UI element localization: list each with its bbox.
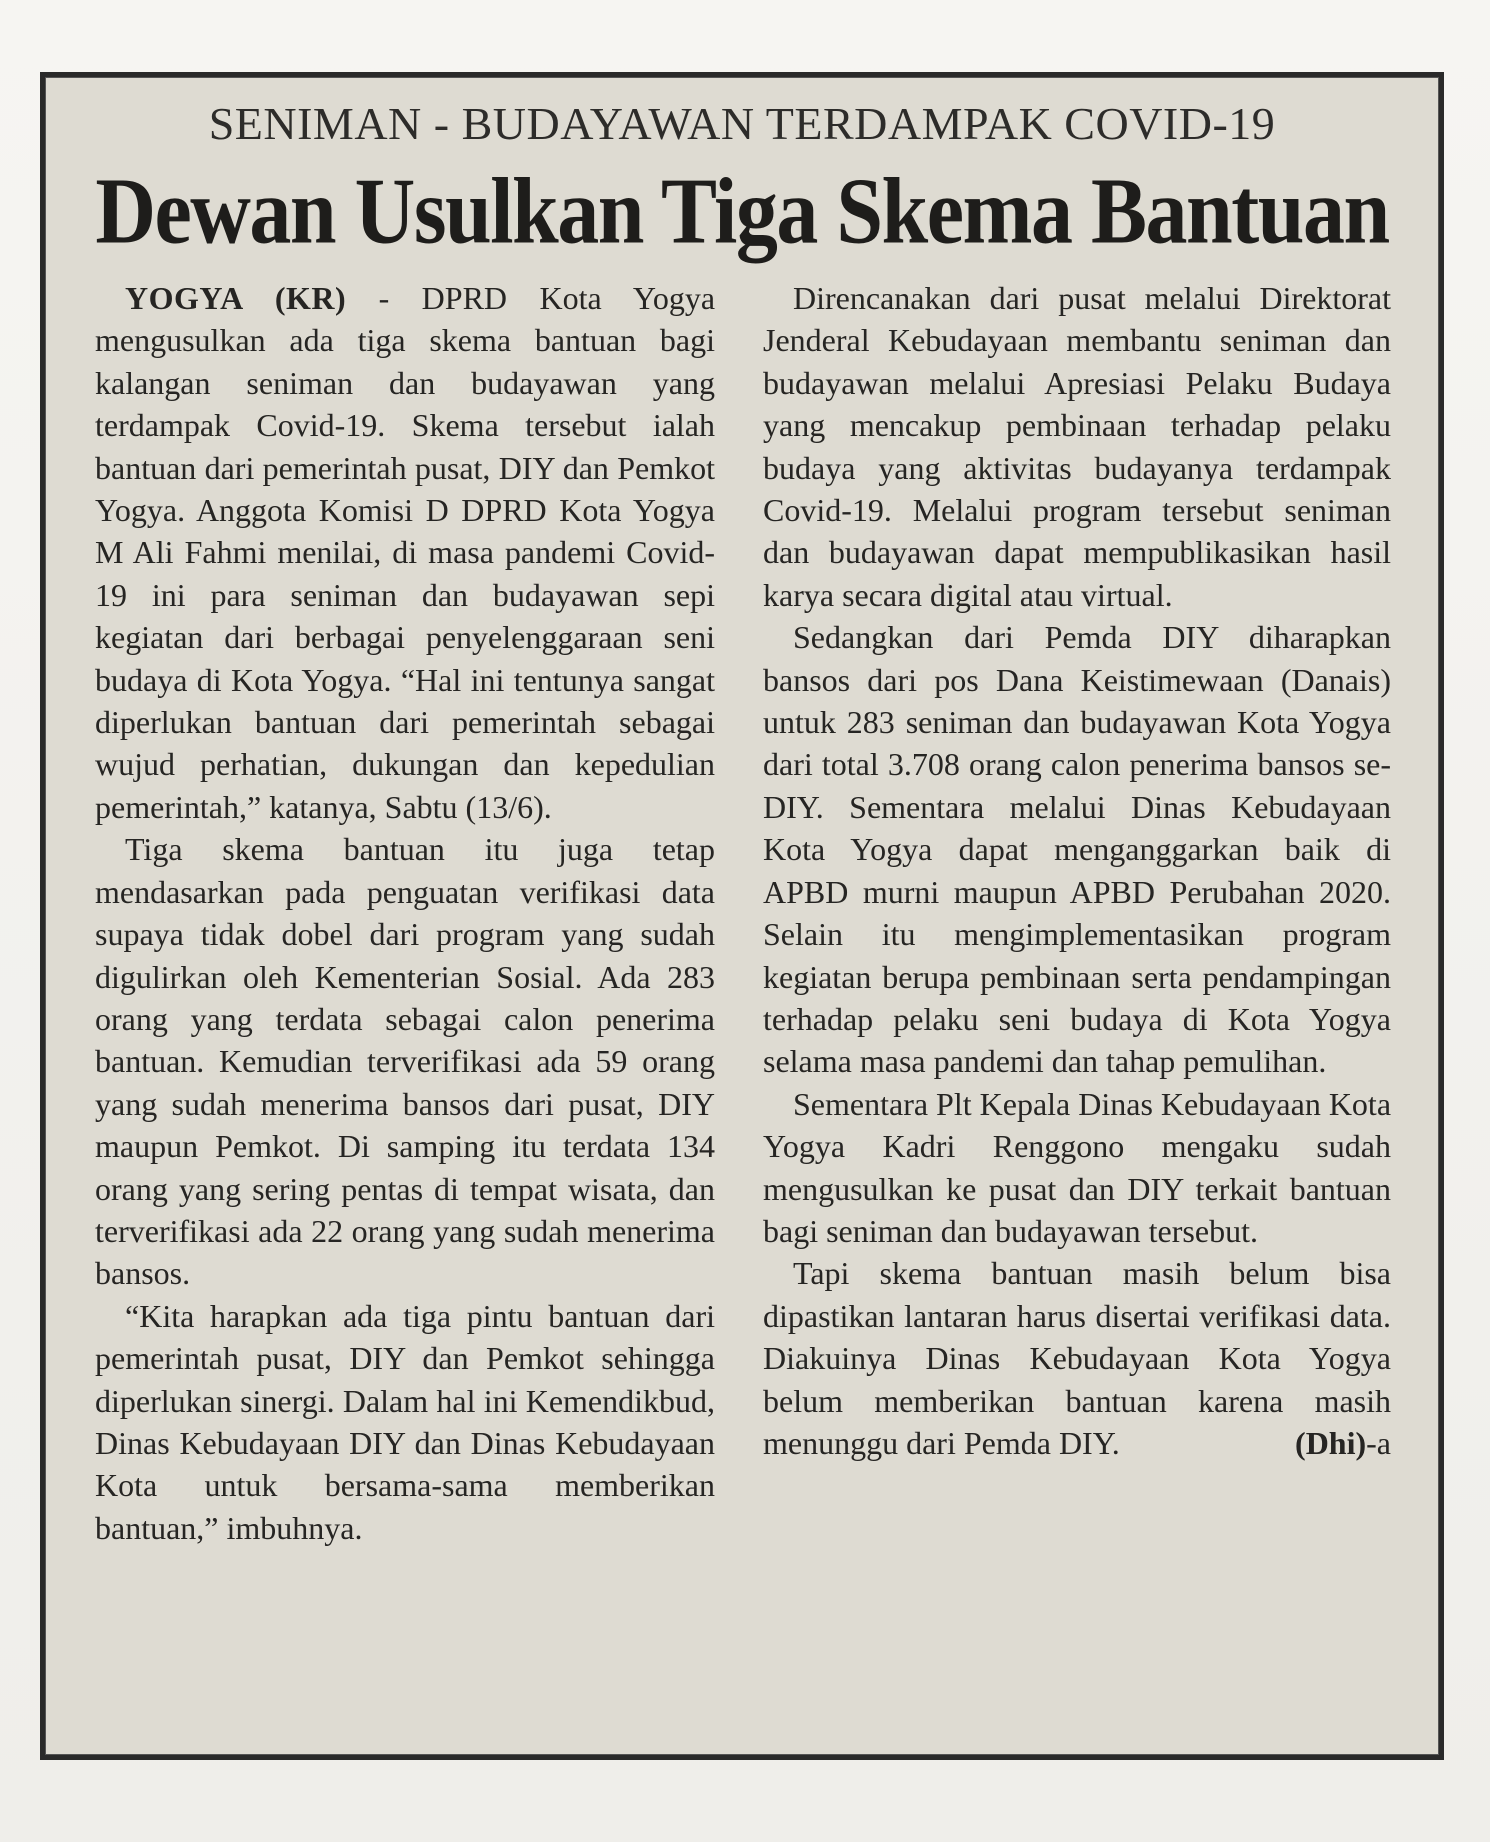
article-paragraph: Sedangkan dari Pemda DIY diharapkan bansos dari pos Dana Keistimewaan (Danais) untuk 283 seniman dan budayawan Kota Yogya dari total 3.708 orang calon penerima bansos se-DIY. Sementara melalui Dinas Kebudayaan Kota Yogya dapat menganggarkan baik di APBD murni maupun APBD Perubahan 2020. Selain itu mengimplementasikan program kegiatan berupa pembinaan serta pendampingan terhadap pelaku seni budaya di Kota Yogya selama masa pandemi dan tahap pemulihan. <box>763 619 1391 1080</box>
article-column-right <box>763 277 1391 1464</box>
article-dateline: YOGYA (KR) <box>125 280 347 316</box>
news-clipping <box>40 72 1444 1760</box>
article-headline: Dewan Usulkan Tiga Skema Bantuan <box>95 159 1389 264</box>
byline-initials: (Dhi) <box>1295 1424 1367 1461</box>
article-column-left <box>95 277 715 1549</box>
article-paragraph: “Kita harapkan ada tiga pintu bantuan dari pemerintah pusat, DIY dan Pemkot sehingga diperlukan sinergi. Dalam hal ini Kemendikbud, Dinas Kebudayaan DIY dan Dinas Kebudayaan Kota untuk bersama-sama memberikan bantuan,” imbuhnya. <box>95 1297 715 1546</box>
article-paragraph: Direncanakan dari pusat melalui Direktorat Jenderal Kebudayaan membantu seniman dan budayawan melalui Apresiasi Pelaku Budaya yang mencakup pembinaan terhadap pelaku budaya yang aktivitas budayanya terdampak Covid-19. Melalui program tersebut seniman dan budayawan dapat mempublikasikan hasil karya secara digital atau virtual. <box>763 280 1391 613</box>
article-paragraph: Tiga skema bantuan itu juga tetap mendasarkan pada penguatan verifikasi data supaya tidak dobel dari program yang sudah digulirkan oleh Kementerian Sosial. Ada 283 orang yang terdata sebagai calon penerima bantuan. Kemudian terverifikasi ada 59 orang yang sudah menerima bansos dari pusat, DIY maupun Pemkot. Di samping itu terdata 134 orang yang sering pentas di tempat wisata, dan terverifikasi ada 22 orang yang sudah menerima bansos. <box>95 831 715 1292</box>
article-lead-text: - DPRD Kota Yogya mengusulkan ada tiga skema bantuan bagi kalangan seniman dan budayawan yang terdampak Covid-19. Skema tersebut ialah bantuan dari pemerintah pusat, DIY dan Pemkot Yogya. Anggota Komisi D DPRD Kota Yogya M Ali Fahmi menilai, di masa pandemi Covid-19 ini para seniman dan budayawan sepi kegiatan dari berbagai penyelenggaraan seni budaya di Kota Yogya. “Hal ini tentunya sangat diperlukan bantuan dari pemerintah sebagai wujud perhatian, dukungan dan kepedulian pemerintah,” katanya, Sabtu (13/6). <box>95 280 716 825</box>
byline-suffix: -a <box>1366 1424 1391 1461</box>
article-paragraph: Tapi skema bantuan masih belum bisa dipastikan lantaran harus disertai verifikasi data. Diakuinya Dinas Kebudayaan Kota Yogya belum memberikan bantuan karena masih menunggu dari Pemda DIY. <box>763 1255 1391 1461</box>
article-kicker: SENIMAN - BUDAYAWAN TERDAMPAK COVID-19 <box>208 98 1276 149</box>
article-paragraph: Sementara Plt Kepala Dinas Kebudayaan Kota Yogya Kadri Renggono mengaku sudah mengusulkan ke pusat dan DIY terkait bantuan bagi seniman dan budayawan tersebut. <box>763 1085 1392 1249</box>
article-paragraph <box>95 277 715 828</box>
